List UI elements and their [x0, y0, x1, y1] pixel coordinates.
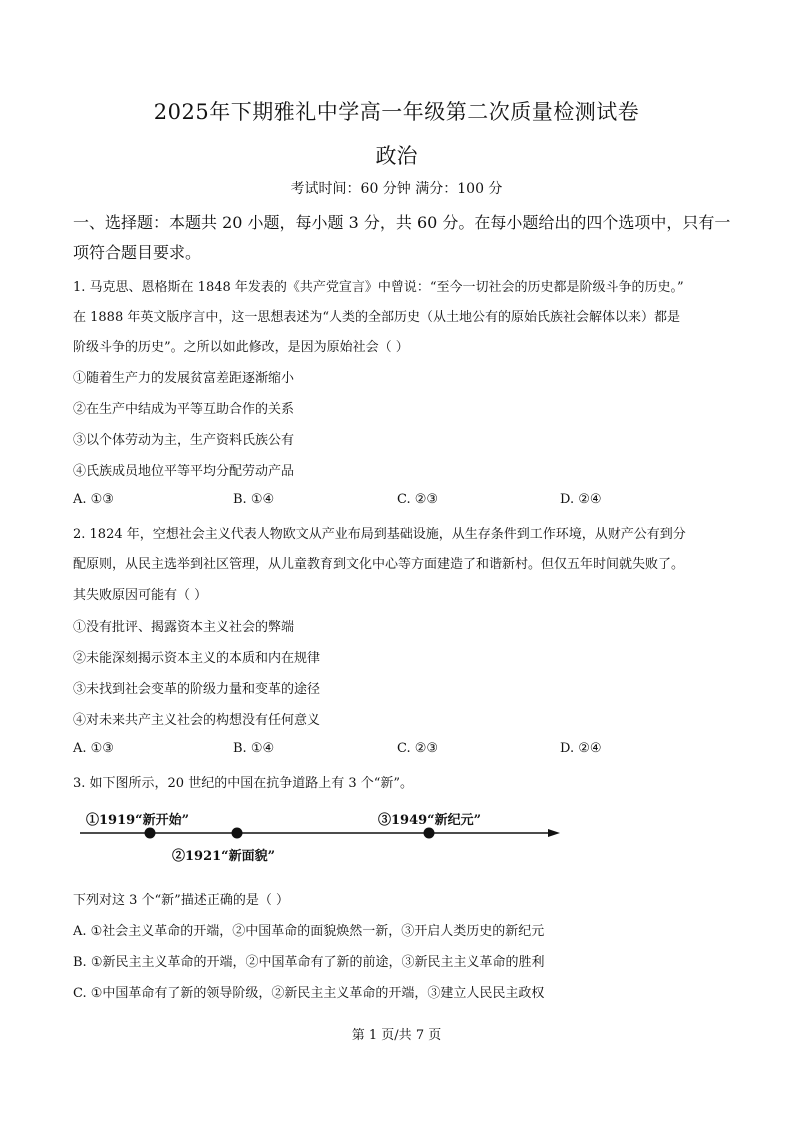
- exam-info: 考试时间：60 分钟 满分：100 分: [290, 181, 503, 197]
- q1-statement-2: ②在生产中结成为平等互助合作的关系: [73, 402, 295, 417]
- section-instruction-line1: 一、选择题：本题共 20 小题，每小题 3 分，共 60 分。在每小题给出的四个选项中，只有一: [73, 213, 731, 232]
- q2-option-b[interactable]: B. ①④: [233, 741, 275, 756]
- q3-intro: 3. 如下图所示，20 世纪的中国在抗争道路上有 3 个“新”。: [73, 776, 414, 791]
- q1-option-a[interactable]: A. ①③: [73, 492, 114, 507]
- q1-option-c[interactable]: C. ②③: [397, 492, 439, 507]
- q2-statement-3: ③未找到社会变革的阶级力量和变革的途径: [73, 682, 321, 697]
- timeline-label-1919: ①1919“新开始”: [86, 813, 190, 828]
- timeline-label-1921: ②1921“新面貌”: [172, 849, 276, 864]
- page-footer: 第 1 页/共 7 页: [351, 1028, 442, 1043]
- q3-stem: 下列对这 3 个“新”描述正确的是（ ）: [73, 893, 289, 908]
- page-title: 2025年下期雅礼中学高一年级第二次质量检测试卷: [153, 100, 640, 124]
- q3-option-c[interactable]: C. ①中国革命有了新的领导阶级，②新民主主义革命的开端，③建立人民民主政权: [73, 986, 545, 1001]
- timeline-dot-1919: [145, 828, 156, 839]
- q1-statement-3: ③以个体劳动为主，生产资料氏族公有: [73, 433, 295, 448]
- q3-option-b[interactable]: B. ①新民主主义革命的开端，②中国革命有了新的前途，③新民主主义革命的胜利: [73, 955, 545, 970]
- subject-title: 政治: [375, 144, 418, 168]
- q2-statement-4: ④对未来共产主义社会的构想没有任何意义: [73, 713, 321, 728]
- q1-option-d[interactable]: D. ②④: [560, 492, 602, 507]
- q2-stem-line1: 2. 1824 年，空想社会主义代表人物欧文从产业布局到基础设施，从生存条件到工作环境，从财产公有到分: [73, 527, 686, 542]
- timeline-dot-1921: [232, 828, 243, 839]
- q1-stem-line3: 阶级斗争的历史”。之所以如此修改，是因为原始社会（ ）: [73, 340, 409, 355]
- q1-stem-line2: 在 1888 年英文版序言中，这一思想表述为“人类的全部历史（从土地公有的原始氏族社会解体以来）都是: [73, 310, 680, 325]
- q2-option-c[interactable]: C. ②③: [397, 741, 439, 756]
- timeline-dot-1949: [424, 828, 435, 839]
- q2-statement-1: ①没有批评、揭露资本主义社会的弊端: [73, 620, 295, 635]
- section-instruction-line2: 项符合题目要求。: [73, 243, 202, 262]
- q3-option-a[interactable]: A. ①社会主义革命的开端，②中国革命的面貌焕然一新，③开启人类历史的新纪元: [73, 924, 545, 939]
- timeline-arrow-icon: [548, 829, 560, 837]
- q2-stem-line3: 其失败原因可能有（ ）: [73, 588, 208, 603]
- timeline-label-1949: ③1949“新纪元”: [378, 813, 482, 828]
- q1-stem-line1: 1. 马克思、恩格斯在 1848 年发表的《共产党宣言》中曾说：“至今一切社会的历史都是阶级斗争的历史。”: [73, 280, 684, 295]
- q2-option-a[interactable]: A. ①③: [73, 741, 114, 756]
- q1-statement-4: ④氏族成员地位平等平均分配劳动产品: [73, 464, 295, 479]
- q2-statement-2: ②未能深刻揭示资本主义的本质和内在规律: [73, 651, 321, 666]
- q1-option-b[interactable]: B. ①④: [233, 492, 275, 507]
- q2-option-d[interactable]: D. ②④: [560, 741, 602, 756]
- q1-statement-1: ①随着生产力的发展贫富差距逐渐缩小: [73, 371, 295, 386]
- q2-stem-line2: 配原则，从民主选举到社区管理，从儿童教育到文化中心等方面建造了和谐新村。但仅五年时间就失败了。: [73, 557, 685, 572]
